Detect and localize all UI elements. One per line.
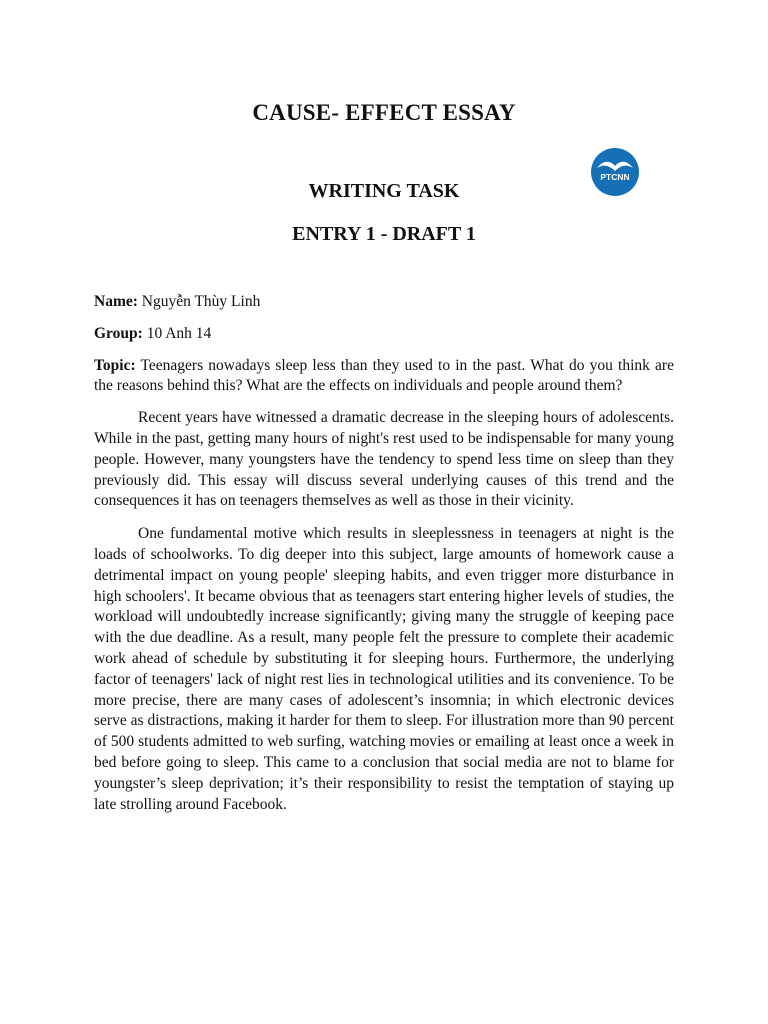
essay-paragraph-intro: Recent years have witnessed a dramatic decrease in the sleeping hours of adolescents. While in the past, getting many hours of night's rest used to be indispensable for many young people. However, many youngsters have the tendency to spend less time on sleep than they previously did. This essay will discuss several underlying causes of this trend and the consequences it has on teenagers themselves as well as those in their vicinity. [94,409,674,510]
name-value: Nguyễn Thùy Linh [141,293,261,310]
group-value: 10 Anh 14 [146,324,212,342]
essay-paragraph-body-1: One fundamental motive which results in sleeplessness in teenagers at night is the loads of schoolworks. To dig deeper into this subject, large amounts of homework cause a detrimental impact on young people' sleeping habits, and even trigger more disturbance in high schoolers'. It became obvious that as teenagers start entering higher levels of studies, the workload will undoubtedly increase significantly; giving many the struggle of keeping pace with the due deadline. As a result, many people felt the pressure to complete their academic work ahead of schedule by substituting it for sleeping hours. Furthermore, the underlying factor of teenagers' lack of night rest lies in technological utilities and its convenience. To be more precise, there are many cases of adolescent’s insomnia; in which electronic devices serve as distractions, making it harder for them to sleep. For illustration more than 90 percent of 500 students admitted to web surfing, watching movies or emailing at least once a week in bed before going to sleep. This came to a conclusion that social media are not to blame for youngster’s sleep deprivation; it’s their responsibility to resist the temptation of staying up late strolling around Facebook. [94,525,674,813]
entry-draft-heading: ENTRY 1 - DRAFT 1 [292,223,476,245]
topic-field [94,356,674,398]
name-label: Name: [94,293,138,310]
essay-content [94,292,674,827]
group-label: Group: [94,324,143,342]
topic-label: Topic: [94,356,136,374]
logo-text: PTCNN [600,172,630,182]
group-field [94,324,674,345]
document-title: CAUSE- EFFECT ESSAY [252,100,516,125]
writing-task-heading: WRITING TASK [308,180,460,202]
name-field [94,292,674,313]
topic-value: Teenagers nowadays sleep less than they used to in the past. What do you think are the reasons behind this? What are the effects on individuals and people around them? [94,356,674,395]
